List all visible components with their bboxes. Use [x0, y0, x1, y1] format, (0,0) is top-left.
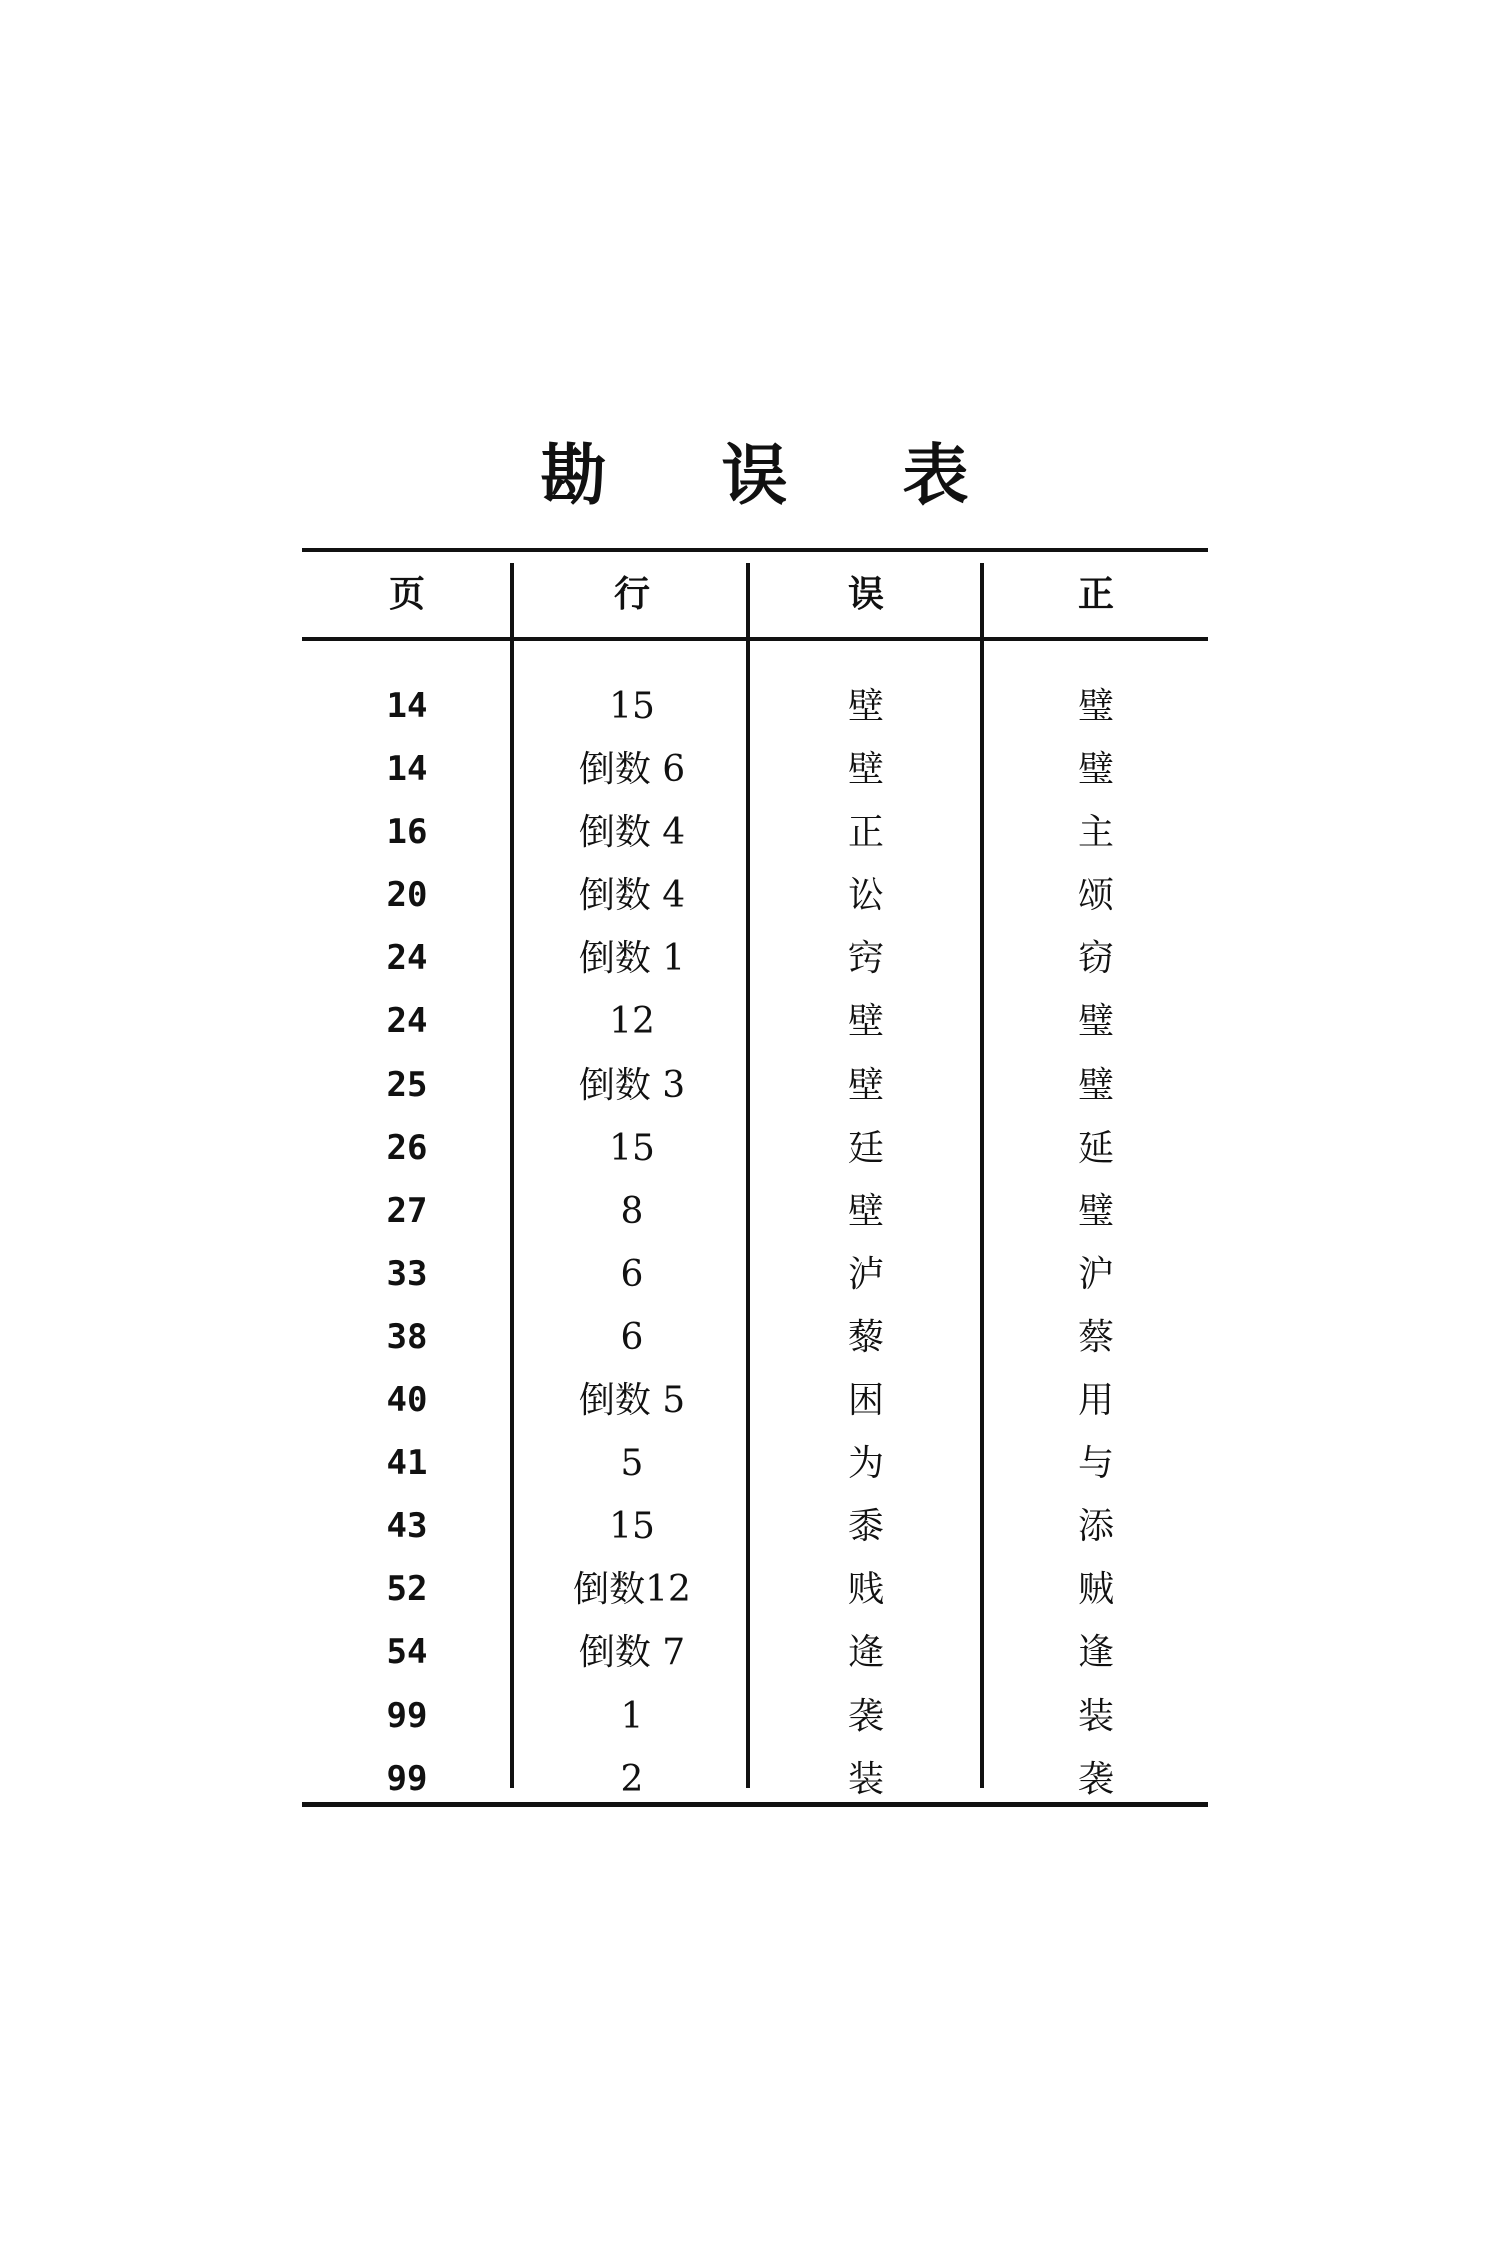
- header-page: 页: [388, 574, 425, 615]
- page-number-cell: 54: [386, 1632, 428, 1673]
- line-number-cell: 倒数 3: [578, 1064, 686, 1106]
- corrected-text-cell: 延: [1077, 1127, 1114, 1169]
- page-number-cell: 14: [386, 686, 428, 726]
- line-number-cell: 12: [609, 1001, 655, 1043]
- page-number-cell: 14: [386, 749, 428, 790]
- table-row: [302, 1432, 1208, 1495]
- erroneous-text-cell: 廷: [847, 1127, 884, 1169]
- table-row: [302, 1369, 1208, 1432]
- erroneous-text-cell: 袭: [847, 1695, 884, 1737]
- erroneous-text-cell: 壁: [847, 749, 884, 791]
- corrected-text-cell: 蔡: [1077, 1316, 1114, 1358]
- erroneous-text-cell: 黍: [847, 1506, 884, 1548]
- table-row: [302, 1180, 1208, 1243]
- line-number-cell: 15: [609, 1127, 655, 1169]
- corrected-text-cell: 璧: [1077, 749, 1114, 791]
- page-number-cell: 40: [386, 1380, 428, 1421]
- line-number-cell: 6: [620, 1253, 644, 1295]
- page-number-cell: 99: [386, 1758, 428, 1799]
- page-number-cell: 99: [386, 1695, 428, 1736]
- line-number-cell: 15: [609, 686, 655, 727]
- page-number-cell: 27: [386, 1190, 428, 1231]
- line-number-cell: 6: [620, 1316, 644, 1358]
- table-row: [302, 1306, 1208, 1369]
- corrected-text-cell: 添: [1077, 1506, 1114, 1548]
- erroneous-text-cell: 贱: [847, 1569, 884, 1611]
- table-row: [302, 990, 1208, 1053]
- table-row: [302, 738, 1208, 801]
- erroneous-text-cell: 泸: [847, 1253, 884, 1295]
- corrected-text-cell: 沪: [1077, 1253, 1114, 1295]
- table-row: [302, 1495, 1208, 1558]
- erroneous-text-cell: 为: [847, 1443, 884, 1485]
- corrected-text-cell: 与: [1077, 1443, 1114, 1485]
- header-line: 行: [613, 574, 650, 615]
- line-number-cell: 2: [620, 1758, 644, 1800]
- line-number-cell: 倒数 7: [578, 1632, 686, 1674]
- erroneous-text-cell: 窍: [847, 938, 884, 980]
- page-number-cell: 33: [386, 1253, 428, 1294]
- errata-table-body: [302, 675, 1208, 1811]
- line-number-cell: 5: [620, 1443, 644, 1485]
- line-number-cell: 8: [620, 1190, 644, 1232]
- page-title: 勘 误 表: [540, 436, 1015, 515]
- table-row: [302, 1621, 1208, 1684]
- header-wrong: 误: [847, 574, 884, 615]
- page-number-cell: 41: [386, 1443, 428, 1484]
- table-row: [302, 1243, 1208, 1306]
- header-correct: 正: [1077, 574, 1114, 615]
- corrected-text-cell: 璧: [1077, 686, 1114, 727]
- table-header-row: [302, 560, 1208, 630]
- corrected-text-cell: 用: [1077, 1380, 1114, 1422]
- line-number-cell: 1: [620, 1695, 644, 1737]
- erroneous-text-cell: 正: [847, 812, 884, 854]
- corrected-text-cell: 窃: [1077, 938, 1114, 980]
- table-top-rule: [302, 548, 1208, 552]
- page-number-cell: 24: [386, 938, 428, 979]
- line-number-cell: 倒数 1: [578, 938, 686, 980]
- erroneous-text-cell: 壁: [847, 1001, 884, 1043]
- line-number-cell: 倒数 4: [578, 875, 686, 917]
- table-row: [302, 1117, 1208, 1180]
- page-number-cell: 24: [386, 1001, 428, 1042]
- page-number-cell: 25: [386, 1064, 428, 1105]
- corrected-text-cell: 装: [1077, 1695, 1114, 1737]
- table-row: [302, 801, 1208, 864]
- page-number-cell: 16: [386, 812, 428, 853]
- erroneous-text-cell: 藜: [847, 1316, 884, 1358]
- table-row: [302, 1558, 1208, 1621]
- page-number-cell: 43: [386, 1506, 428, 1547]
- table-bottom-rule: [302, 1802, 1208, 1807]
- erroneous-text-cell: 壁: [847, 1190, 884, 1232]
- line-number-cell: 倒数12: [573, 1569, 691, 1611]
- erroneous-text-cell: 讼: [847, 875, 884, 917]
- corrected-text-cell: 袭: [1077, 1758, 1114, 1800]
- line-number-cell: 15: [609, 1506, 655, 1548]
- line-number-cell: 倒数 4: [578, 812, 686, 854]
- line-number-cell: 倒数 5: [578, 1380, 686, 1422]
- table-header-rule: [302, 637, 1208, 641]
- erroneous-text-cell: 装: [847, 1758, 884, 1800]
- corrected-text-cell: 璧: [1077, 1190, 1114, 1232]
- table-row: [302, 927, 1208, 990]
- page-number-cell: 20: [386, 875, 428, 916]
- page-number-cell: 26: [386, 1127, 428, 1168]
- corrected-text-cell: 璧: [1077, 1001, 1114, 1043]
- line-number-cell: 倒数 6: [578, 749, 686, 791]
- erroneous-text-cell: 壁: [847, 1064, 884, 1106]
- corrected-text-cell: 主: [1077, 812, 1114, 854]
- table-row: [302, 1054, 1208, 1117]
- corrected-text-cell: 贼: [1077, 1569, 1114, 1611]
- erroneous-text-cell: 逄: [847, 1632, 884, 1674]
- corrected-text-cell: 颂: [1077, 875, 1114, 917]
- page-number-cell: 38: [386, 1316, 428, 1357]
- table-row: [302, 864, 1208, 927]
- table-row: [302, 1685, 1208, 1748]
- corrected-text-cell: 璧: [1077, 1064, 1114, 1106]
- erroneous-text-cell: 壁: [847, 686, 884, 727]
- corrected-text-cell: 逢: [1077, 1632, 1114, 1674]
- page-number-cell: 52: [386, 1569, 428, 1610]
- erroneous-text-cell: 困: [847, 1380, 884, 1422]
- table-row: [302, 675, 1208, 738]
